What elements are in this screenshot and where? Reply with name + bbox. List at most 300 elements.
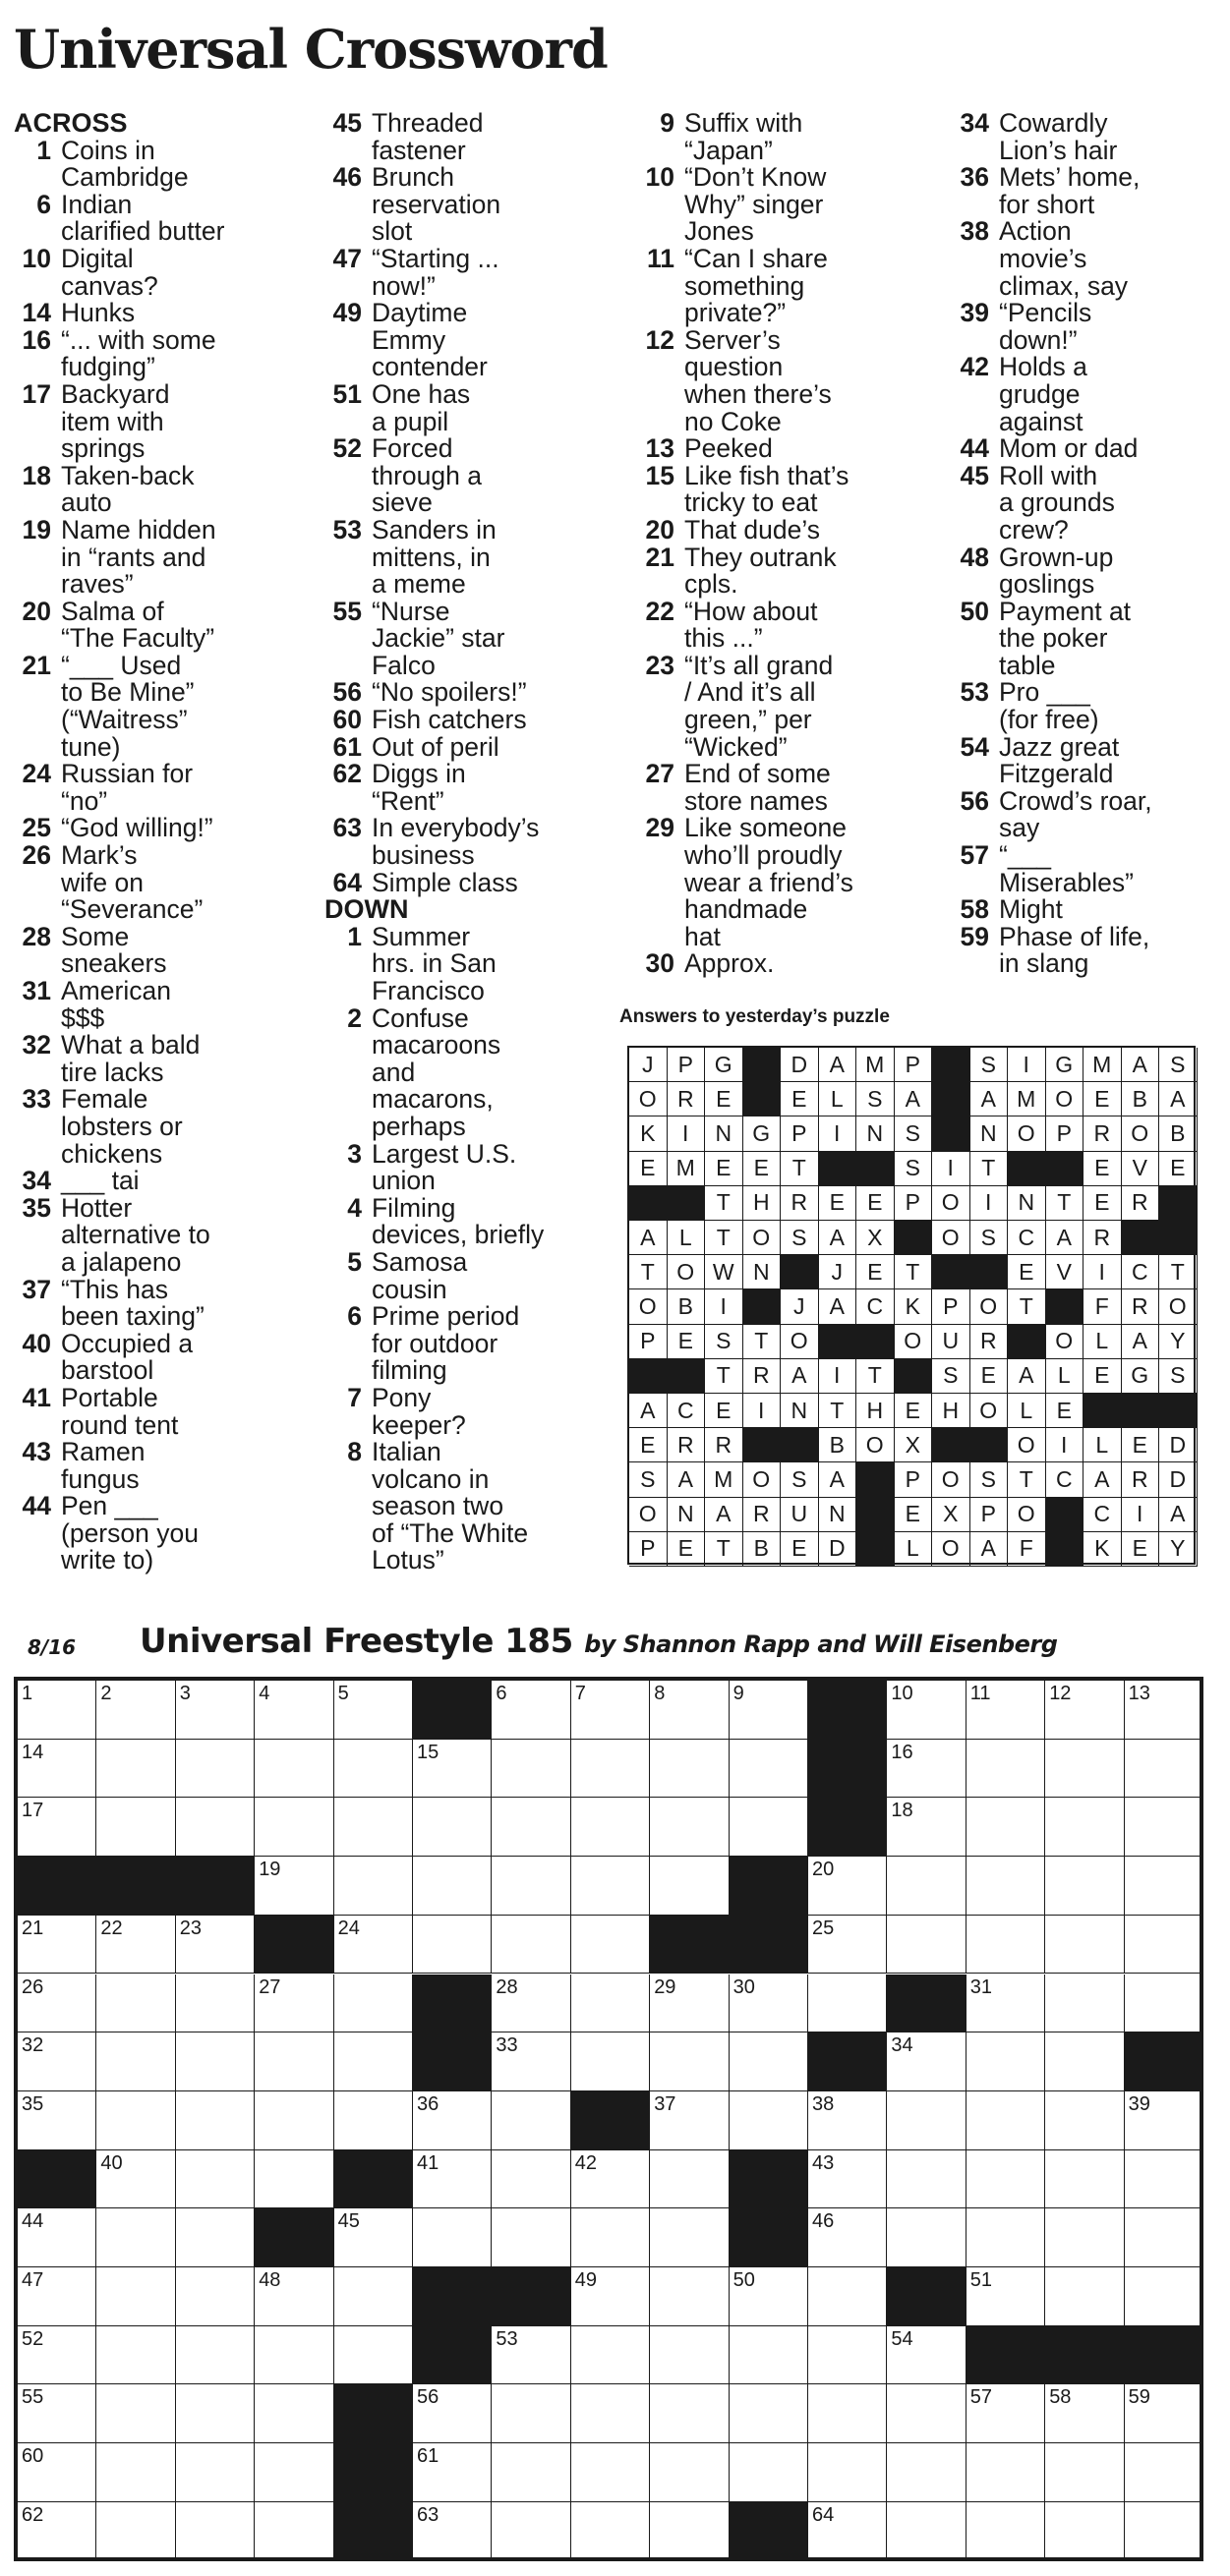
clue-text: Action movie’s climax, say — [999, 216, 1129, 301]
grid-cell[interactable] — [413, 1798, 492, 1857]
clue-number: 42 — [960, 352, 989, 382]
grid-cell[interactable] — [413, 1740, 492, 1799]
grid-cell-number: 54 — [891, 2327, 913, 2350]
grid-cell[interactable] — [492, 1740, 570, 1799]
grid-cell[interactable] — [1045, 1798, 1124, 1857]
grid-cell[interactable] — [966, 1740, 1045, 1799]
answer-cell: I — [1122, 1498, 1160, 1532]
grid-cell[interactable] — [255, 1798, 333, 1857]
answer-black-cell — [1046, 1498, 1084, 1532]
grid-cell[interactable] — [96, 2502, 175, 2561]
grid-cell[interactable] — [1045, 2384, 1124, 2443]
answer-cell: S — [970, 1462, 1009, 1497]
grid-cell[interactable] — [887, 2091, 966, 2150]
grid-black-cell — [18, 1857, 96, 1916]
clue-text: Jazz great Fitzgerald — [999, 731, 1120, 789]
grid-cell[interactable] — [334, 1798, 413, 1857]
answer-cell: A — [819, 1221, 857, 1255]
grid-cell[interactable] — [887, 2326, 966, 2385]
grid-cell[interactable] — [334, 1916, 413, 1975]
grid-cell[interactable] — [18, 1975, 96, 2033]
grid-cell-number: 55 — [22, 2386, 44, 2409]
answer-cell: E — [629, 1152, 668, 1186]
grid-cell[interactable] — [492, 1798, 570, 1857]
grid-cell[interactable] — [18, 2267, 96, 2326]
grid-cell[interactable] — [571, 1857, 650, 1916]
grid-cell[interactable] — [1125, 1975, 1203, 2033]
grid-cell[interactable] — [808, 2267, 887, 2326]
grid-cell[interactable] — [176, 2502, 255, 2561]
grid-cell[interactable] — [255, 2091, 333, 2150]
grid-cell[interactable] — [255, 2443, 333, 2502]
answer-cell: A — [1122, 1048, 1160, 1082]
grid-black-cell — [96, 1857, 175, 1916]
answer-black-cell — [781, 1428, 819, 1462]
grid-cell[interactable] — [887, 1857, 966, 1916]
grid-cell[interactable] — [1045, 2502, 1124, 2561]
grid-cell[interactable] — [966, 2150, 1045, 2209]
grid-black-cell — [334, 2443, 413, 2502]
grid-cell[interactable] — [255, 1857, 333, 1916]
grid-cell[interactable] — [966, 2384, 1045, 2443]
grid-cell[interactable] — [176, 2326, 255, 2385]
grid-cell[interactable] — [492, 2032, 570, 2091]
grid-cell-number: 38 — [812, 2092, 835, 2115]
grid-cell[interactable] — [18, 2326, 96, 2385]
grid-cell[interactable] — [1045, 2443, 1124, 2502]
clue-text: “It’s all grand / And it’s all green,” per “Wicked” — [684, 650, 834, 762]
grid-cell[interactable] — [176, 1740, 255, 1799]
grid-cell[interactable] — [571, 1740, 650, 1799]
grid-cell[interactable] — [96, 2326, 175, 2385]
clue-text: Cowardly Lion’s hair — [999, 108, 1118, 165]
clue-number: 63 — [332, 813, 362, 843]
grid-cell[interactable] — [730, 1975, 808, 2033]
clue-text: “Pencils down!” — [999, 298, 1092, 355]
grid-cell-number: 39 — [1128, 2092, 1150, 2115]
grid-cell[interactable] — [18, 2502, 96, 2561]
grid-cell[interactable] — [176, 2091, 255, 2150]
clue — [952, 921, 1227, 979]
grid-cell[interactable] — [887, 1916, 966, 1975]
grid-cell[interactable] — [966, 2032, 1045, 2091]
grid-cell[interactable] — [730, 2267, 808, 2326]
grid-cell[interactable] — [413, 2502, 492, 2561]
grid-cell[interactable] — [96, 2032, 175, 2091]
grid-cell[interactable] — [492, 1916, 570, 1975]
answer-black-cell — [970, 1428, 1009, 1462]
grid-cell[interactable] — [334, 2326, 413, 2385]
grid-cell[interactable] — [176, 2032, 255, 2091]
answer-cell: T — [781, 1152, 819, 1186]
grid-cell[interactable] — [650, 2502, 729, 2561]
grid-cell[interactable] — [18, 2443, 96, 2502]
grid-cell[interactable] — [1125, 2502, 1203, 2561]
grid-cell[interactable] — [650, 1798, 729, 1857]
grid-cell[interactable] — [255, 2150, 333, 2209]
clue-text: Peeked — [684, 433, 773, 464]
clue-number: 5 — [347, 1246, 362, 1277]
grid-cell[interactable] — [334, 1681, 413, 1740]
grid-cell[interactable] — [808, 1975, 887, 2033]
answer-cell: I — [819, 1359, 857, 1394]
clue-number: 18 — [22, 460, 51, 490]
grid-cell[interactable] — [966, 2502, 1045, 2561]
grid-cell[interactable] — [887, 2384, 966, 2443]
grid-cell-number: 8 — [654, 1683, 666, 1704]
grid-cell[interactable] — [413, 2091, 492, 2150]
grid-cell[interactable] — [887, 1798, 966, 1857]
grid-cell[interactable] — [492, 2150, 570, 2209]
grid-cell[interactable] — [650, 2150, 729, 2209]
answer-cell: L — [1084, 1428, 1122, 1462]
clue-number: 59 — [960, 921, 989, 951]
grid-cell[interactable] — [571, 1916, 650, 1975]
grid-cell[interactable] — [413, 1857, 492, 1916]
grid-cell[interactable] — [571, 2267, 650, 2326]
grid-cell[interactable] — [808, 2208, 887, 2267]
crossword-grid[interactable] — [14, 1677, 1203, 2561]
grid-cell[interactable] — [808, 2326, 887, 2385]
grid-cell[interactable] — [413, 2443, 492, 2502]
grid-cell[interactable] — [571, 2384, 650, 2443]
grid-cell[interactable] — [1045, 1975, 1124, 2033]
clue-number: 50 — [960, 596, 989, 626]
clue — [14, 1168, 319, 1195]
answer-cell: M — [705, 1462, 743, 1497]
answer-cell: T — [1008, 1289, 1046, 1324]
answer-cell: E — [970, 1359, 1009, 1394]
grid-cell-number: 28 — [496, 1975, 518, 1998]
grid-cell[interactable] — [492, 2091, 570, 2150]
grid-cell[interactable] — [176, 2443, 255, 2502]
grid-cell[interactable] — [334, 1740, 413, 1799]
grid-cell[interactable] — [650, 2326, 729, 2385]
grid-cell[interactable] — [492, 2443, 570, 2502]
clue-text: “How about this ...” — [684, 596, 818, 654]
grid-cell[interactable] — [176, 2208, 255, 2267]
clue-number: 46 — [332, 162, 362, 193]
grid-cell[interactable] — [1045, 1681, 1124, 1740]
grid-cell[interactable] — [492, 2208, 570, 2267]
grid-cell[interactable] — [1125, 1798, 1203, 1857]
grid-cell[interactable] — [18, 2091, 96, 2150]
clue-number: 45 — [960, 460, 989, 490]
grid-cell[interactable] — [1125, 2267, 1203, 2326]
grid-cell[interactable] — [808, 1916, 887, 1975]
grid-cell[interactable] — [650, 2032, 729, 2091]
grid-cell[interactable] — [730, 1740, 808, 1799]
clue — [952, 460, 1227, 544]
grid-cell[interactable] — [887, 2502, 966, 2561]
clue-number: 14 — [22, 298, 51, 328]
answer-cell: S — [1159, 1359, 1198, 1394]
grid-cell[interactable] — [176, 2267, 255, 2326]
grid-cell[interactable] — [334, 2267, 413, 2326]
grid-cell[interactable] — [413, 1916, 492, 1975]
grid-cell[interactable] — [730, 2032, 808, 2091]
grid-cell[interactable] — [1045, 1740, 1124, 1799]
clue-text: Daytime Emmy contender — [372, 298, 488, 382]
grid-cell[interactable] — [18, 1740, 96, 1799]
clue-text: ___ tai — [61, 1166, 140, 1196]
grid-cell[interactable] — [1125, 1740, 1203, 1799]
answer-cell: A — [1122, 1325, 1160, 1359]
clue-text: Mom or dad — [999, 433, 1139, 464]
grid-cell[interactable] — [887, 2032, 966, 2091]
answer-cell: O — [895, 1325, 933, 1359]
clue-text: What a bald tire lacks — [61, 1030, 201, 1087]
grid-cell[interactable] — [176, 1681, 255, 1740]
grid-cell[interactable] — [413, 2150, 492, 2209]
clue-text: Like fish that’s tricky to eat — [684, 460, 849, 518]
grid-cell[interactable] — [492, 2502, 570, 2561]
grid-cell[interactable] — [887, 2208, 966, 2267]
grid-cell[interactable] — [808, 2150, 887, 2209]
grid-cell[interactable] — [1125, 2384, 1203, 2443]
grid-cell[interactable] — [334, 1857, 413, 1916]
grid-cell[interactable] — [1125, 2091, 1203, 2150]
grid-cell[interactable] — [96, 2150, 175, 2209]
grid-cell[interactable] — [18, 2384, 96, 2443]
clue-text: Russian for “no” — [61, 759, 194, 816]
grid-cell[interactable] — [176, 1975, 255, 2033]
grid-cell-number: 10 — [891, 1683, 913, 1704]
grid-cell[interactable] — [808, 2384, 887, 2443]
grid-cell[interactable] — [255, 2032, 333, 2091]
clue-text: Name hidden in “rants and raves” — [61, 514, 216, 600]
grid-cell[interactable] — [966, 1916, 1045, 1975]
grid-cell[interactable] — [650, 1975, 729, 2033]
grid-cell[interactable] — [966, 1681, 1045, 1740]
answer-cell: S — [895, 1152, 933, 1186]
grid-cell[interactable] — [650, 2443, 729, 2502]
clue-number: 4 — [347, 1192, 362, 1223]
grid-cell[interactable] — [255, 1681, 333, 1740]
answer-cell: S — [1159, 1048, 1198, 1082]
grid-cell[interactable] — [255, 2326, 333, 2385]
grid-cell[interactable] — [1045, 2150, 1124, 2209]
grid-cell[interactable] — [1125, 1681, 1203, 1740]
grid-cell[interactable] — [96, 2208, 175, 2267]
grid-cell-number: 35 — [22, 2092, 44, 2115]
grid-cell[interactable] — [176, 2150, 255, 2209]
answer-cell: I — [932, 1152, 970, 1186]
clue-text: Fish catchers — [372, 705, 527, 735]
grid-cell[interactable] — [650, 1681, 729, 1740]
grid-cell-number: 32 — [22, 2034, 44, 2057]
grid-cell[interactable] — [492, 1681, 570, 1740]
grid-cell[interactable] — [571, 1798, 650, 1857]
grid-cell[interactable] — [96, 1975, 175, 2033]
grid-cell[interactable] — [730, 1681, 808, 1740]
clue-text: “... with some fudging” — [61, 324, 216, 382]
grid-cell-number: 13 — [1128, 1683, 1150, 1704]
grid-cell[interactable] — [730, 2443, 808, 2502]
grid-cell-number: 5 — [337, 1683, 349, 1704]
clue — [952, 544, 1227, 599]
grid-cell[interactable] — [1045, 2032, 1124, 2091]
grid-cell[interactable] — [255, 1740, 333, 1799]
grid-cell[interactable] — [1125, 2443, 1203, 2502]
grid-cell[interactable] — [571, 2502, 650, 2561]
grid-cell[interactable] — [887, 1681, 966, 1740]
puzzle-title-line — [140, 1622, 1057, 1661]
grid-cell[interactable] — [18, 1916, 96, 1975]
grid-cell[interactable] — [255, 2384, 333, 2443]
answer-cell: C — [1008, 1221, 1046, 1255]
answer-cell: O — [743, 1221, 782, 1255]
clue-number: 60 — [332, 705, 362, 735]
grid-cell[interactable] — [176, 2384, 255, 2443]
grid-cell[interactable] — [887, 1740, 966, 1799]
answer-cell: E — [895, 1394, 933, 1428]
grid-cell[interactable] — [255, 2267, 333, 2326]
grid-cell[interactable] — [492, 1857, 570, 1916]
grid-cell[interactable] — [18, 1798, 96, 1857]
grid-cell[interactable] — [966, 1857, 1045, 1916]
grid-cell[interactable] — [334, 2091, 413, 2150]
grid-cell[interactable] — [492, 2384, 570, 2443]
grid-cell[interactable] — [966, 2443, 1045, 2502]
clue — [952, 435, 1227, 463]
grid-cell[interactable] — [413, 2384, 492, 2443]
clue-number: 61 — [332, 731, 362, 762]
grid-cell[interactable] — [650, 1857, 729, 1916]
grid-cell[interactable] — [334, 1975, 413, 2033]
clue-number: 19 — [22, 514, 51, 544]
answer-cell: D — [1159, 1462, 1198, 1497]
grid-cell[interactable] — [1045, 1857, 1124, 1916]
clue — [952, 596, 1227, 680]
grid-cell-number: 17 — [22, 1800, 44, 1822]
clue-number: 34 — [22, 1166, 51, 1196]
clue — [324, 679, 629, 707]
grid-cell[interactable] — [571, 1975, 650, 2033]
grid-cell[interactable] — [887, 2443, 966, 2502]
answer-cell: T — [743, 1325, 782, 1359]
grid-cell[interactable] — [650, 1740, 729, 1799]
grid-cell[interactable] — [966, 1798, 1045, 1857]
grid-cell[interactable] — [1045, 2091, 1124, 2150]
grid-cell[interactable] — [1045, 2208, 1124, 2267]
grid-cell[interactable] — [1125, 1916, 1203, 1975]
grid-black-cell — [808, 2032, 887, 2091]
grid-cell[interactable] — [730, 1798, 808, 1857]
clue — [952, 110, 1227, 164]
grid-cell[interactable] — [571, 2443, 650, 2502]
grid-cell-number: 11 — [969, 1683, 991, 1704]
answer-cell: N — [668, 1498, 706, 1532]
grid-cell[interactable] — [730, 2091, 808, 2150]
grid-cell[interactable] — [176, 1798, 255, 1857]
clue — [324, 1138, 629, 1196]
answer-cell: T — [819, 1394, 857, 1428]
grid-cell[interactable] — [96, 2091, 175, 2150]
grid-cell-number: 51 — [969, 2269, 993, 2291]
grid-black-cell — [966, 2326, 1045, 2385]
clue-column-3 — [637, 110, 942, 978]
grid-cell[interactable] — [1125, 2208, 1203, 2267]
answer-cell: S — [895, 1116, 933, 1151]
grid-cell[interactable] — [650, 2208, 729, 2267]
clue — [324, 164, 629, 246]
grid-cell-number: 34 — [891, 2034, 913, 2057]
grid-cell[interactable] — [492, 2326, 570, 2385]
grid-cell-number: 15 — [417, 1741, 439, 1763]
grid-cell[interactable] — [96, 1681, 175, 1740]
grid-cell[interactable] — [1125, 2150, 1203, 2209]
grid-cell[interactable] — [966, 1975, 1045, 2033]
grid-cell[interactable] — [571, 2150, 650, 2209]
answer-cell: H — [932, 1394, 970, 1428]
grid-cell[interactable] — [1045, 2267, 1124, 2326]
grid-cell[interactable] — [96, 2384, 175, 2443]
grid-cell-number: 64 — [812, 2503, 835, 2526]
answer-cell: R — [781, 1186, 819, 1221]
grid-cell[interactable] — [255, 2502, 333, 2561]
grid-cell[interactable] — [1045, 1916, 1124, 1975]
grid-cell-number: 40 — [100, 2151, 123, 2174]
grid-cell[interactable] — [571, 1681, 650, 1740]
page-title: Universal Crossword — [14, 18, 608, 81]
clue — [324, 378, 629, 436]
grid-cell[interactable] — [650, 2384, 729, 2443]
answer-cell: P — [668, 1048, 706, 1082]
grid-cell[interactable] — [334, 2032, 413, 2091]
grid-cell[interactable] — [808, 2502, 887, 2561]
grid-cell[interactable] — [413, 2208, 492, 2267]
grid-cell[interactable] — [1125, 1857, 1203, 1916]
grid-cell-number: 20 — [812, 1859, 835, 1881]
grid-black-cell — [730, 2208, 808, 2267]
grid-cell[interactable] — [808, 2443, 887, 2502]
grid-cell[interactable] — [96, 2267, 175, 2326]
grid-cell[interactable] — [96, 1740, 175, 1799]
clue — [14, 842, 319, 924]
grid-cell[interactable] — [571, 2208, 650, 2267]
grid-cell[interactable] — [571, 2326, 650, 2385]
grid-cell[interactable] — [18, 1681, 96, 1740]
grid-cell[interactable] — [730, 2384, 808, 2443]
answer-cell: S — [932, 1359, 970, 1394]
answer-cell: A — [895, 1082, 933, 1116]
grid-cell[interactable] — [96, 1798, 175, 1857]
grid-cell[interactable] — [18, 2208, 96, 2267]
grid-cell[interactable] — [808, 1857, 887, 1916]
grid-cell[interactable] — [966, 2091, 1045, 2150]
grid-cell[interactable] — [808, 2091, 887, 2150]
answer-cell: I — [819, 1116, 857, 1151]
grid-cell[interactable] — [730, 2326, 808, 2385]
grid-cell[interactable] — [966, 2267, 1045, 2326]
grid-cell[interactable] — [966, 2208, 1045, 2267]
grid-cell[interactable] — [255, 1975, 333, 2033]
grid-black-cell — [730, 2150, 808, 2209]
grid-cell[interactable] — [650, 2267, 729, 2326]
grid-cell[interactable] — [334, 2208, 413, 2267]
grid-cell[interactable] — [492, 1975, 570, 2033]
grid-cell[interactable] — [176, 1916, 255, 1975]
grid-cell[interactable] — [96, 2443, 175, 2502]
grid-cell[interactable] — [18, 2032, 96, 2091]
answer-cell: V — [1046, 1255, 1084, 1289]
grid-cell[interactable] — [96, 1916, 175, 1975]
grid-cell[interactable] — [650, 2091, 729, 2150]
grid-cell[interactable] — [571, 2032, 650, 2091]
grid-cell[interactable] — [887, 2150, 966, 2209]
clue — [324, 435, 629, 517]
